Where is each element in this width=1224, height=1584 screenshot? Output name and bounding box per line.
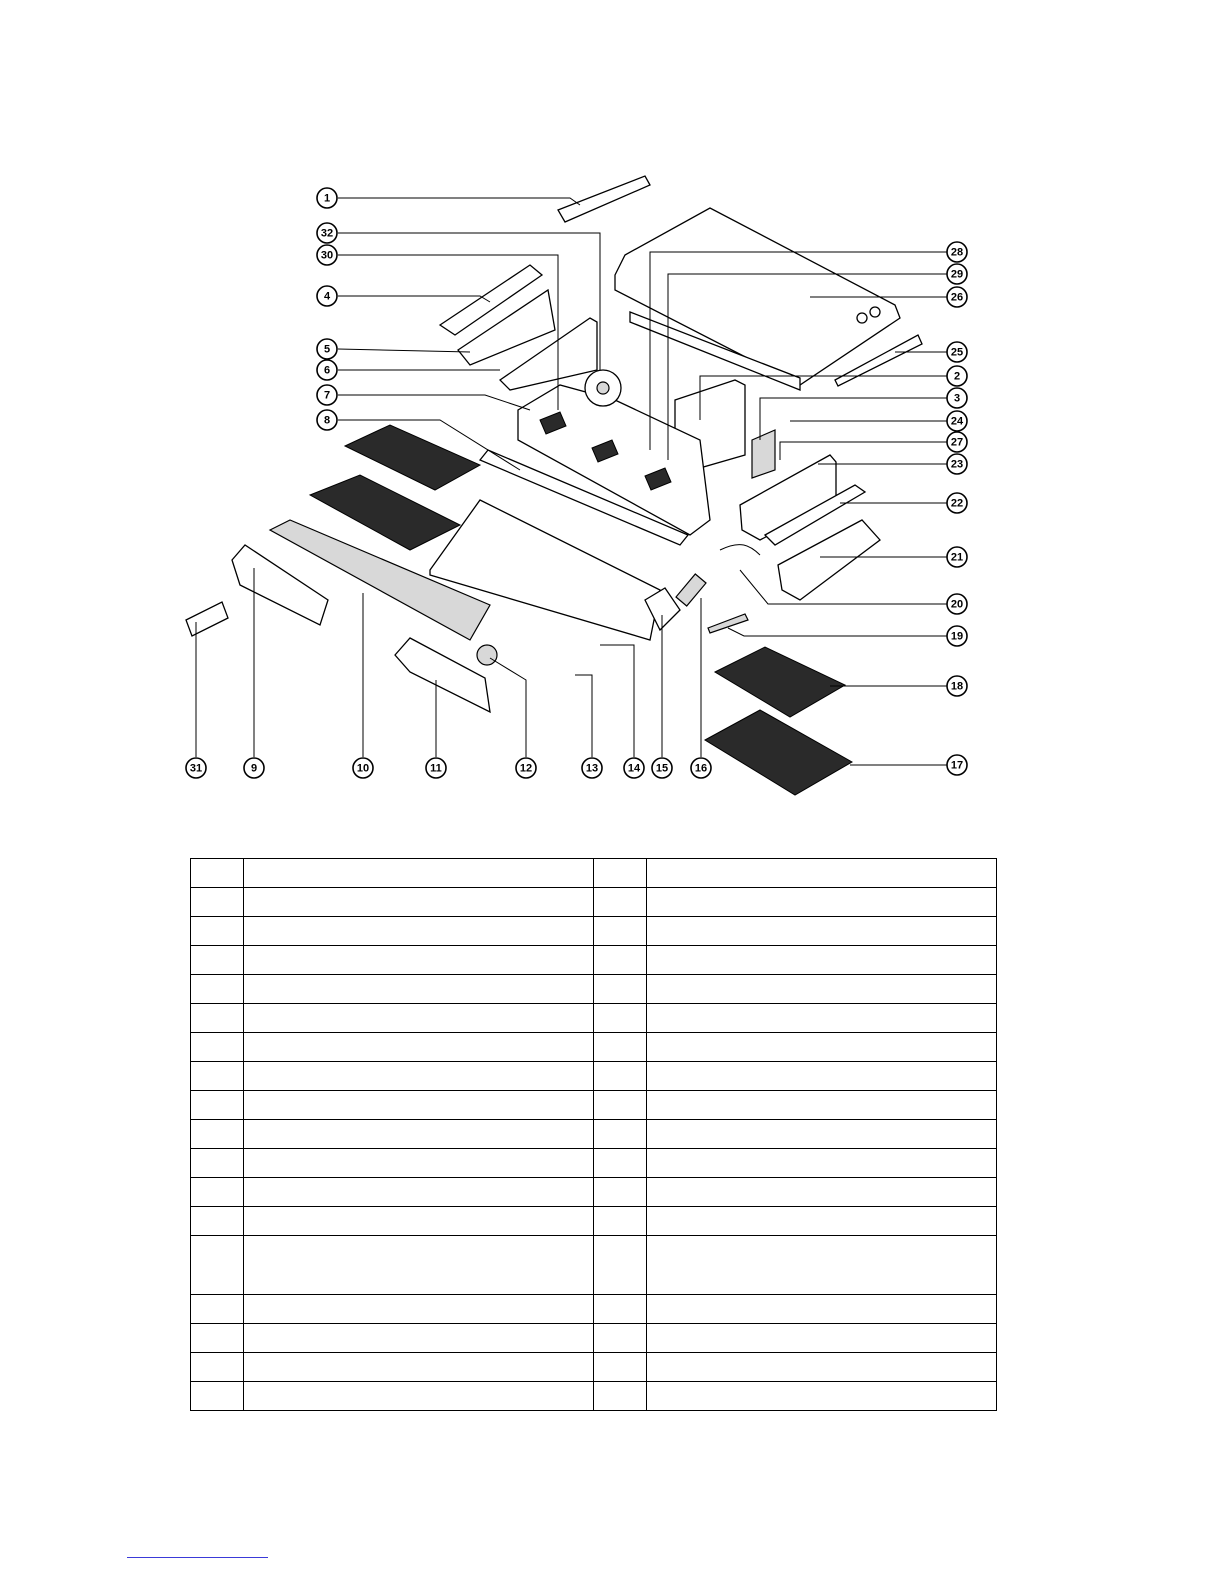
part-16-sensor [676, 574, 706, 606]
table-row [191, 1236, 997, 1295]
table-cell-no-a [191, 1236, 244, 1295]
callout-number: 32 [320, 227, 334, 240]
table-cell-no-b [594, 1178, 647, 1207]
callout-15 [652, 758, 672, 778]
table-cell-no-a [191, 1207, 244, 1236]
table-row [191, 1120, 997, 1149]
callout-9 [244, 758, 264, 778]
callout-number: 25 [950, 346, 964, 359]
callout-number: 5 [323, 343, 331, 356]
table-cell-no-b [594, 1062, 647, 1091]
table-cell-no-a [191, 1382, 244, 1411]
callout-number: 30 [320, 249, 334, 262]
table-cell-no-b [594, 1091, 647, 1120]
callout-number: 8 [323, 414, 331, 427]
part-11-bottom-cover [395, 638, 490, 712]
part-26-hole [870, 307, 880, 317]
table-cell-desc-a [244, 859, 594, 888]
callout-8 [317, 410, 337, 430]
table-cell-desc-a [244, 917, 594, 946]
callout-1 [317, 188, 337, 208]
part-19-strip [708, 614, 748, 633]
table-cell-desc-a [244, 1382, 594, 1411]
table-cell-no-b [594, 859, 647, 888]
callout-number: 21 [950, 551, 964, 564]
callout-number: 20 [950, 598, 964, 611]
table-cell-no-b [594, 946, 647, 975]
parts-list-table [190, 858, 997, 1411]
table-cell-no-b [594, 1207, 647, 1236]
callout-group [186, 188, 967, 778]
table-cell-no-a [191, 888, 244, 917]
callout-number: 16 [694, 762, 708, 775]
table-row [191, 1207, 997, 1236]
table-cell-desc-b [647, 975, 997, 1004]
callout-number: 18 [950, 680, 964, 693]
table-cell-desc-a [244, 1120, 594, 1149]
table-row [191, 917, 997, 946]
callout-25 [947, 342, 967, 362]
table-cell-desc-a [244, 1207, 594, 1236]
callout-number: 31 [189, 762, 203, 775]
callout-number: 2 [953, 370, 961, 383]
table-cell-desc-b [647, 1033, 997, 1062]
table-cell-desc-a [244, 1149, 594, 1178]
table-cell-desc-a [244, 975, 594, 1004]
callout-4 [317, 286, 337, 306]
table-row [191, 1149, 997, 1178]
table-cell-no-b [594, 1149, 647, 1178]
table-cell-no-a [191, 1062, 244, 1091]
callout-14 [624, 758, 644, 778]
table-cell-no-b [594, 1295, 647, 1324]
callout-number: 7 [323, 389, 331, 402]
table-row [191, 1178, 997, 1207]
callout-number: 15 [655, 762, 669, 775]
callout-31 [186, 758, 206, 778]
table-row [191, 859, 997, 888]
exploded-parts-diagram [160, 160, 1000, 830]
table-cell-desc-a [244, 1091, 594, 1120]
callout-number: 9 [250, 762, 258, 775]
table-row [191, 1295, 997, 1324]
callout-19 [947, 626, 967, 646]
callout-32 [317, 223, 337, 243]
table-cell-no-a [191, 975, 244, 1004]
table-cell-no-b [594, 888, 647, 917]
callout-number: 3 [953, 392, 961, 405]
callout-5 [317, 339, 337, 359]
table-cell-desc-b [647, 1091, 997, 1120]
callout-18 [947, 676, 967, 696]
table-row [191, 1324, 997, 1353]
part-12-fan-motor [477, 645, 497, 665]
table-cell-no-a [191, 859, 244, 888]
table-row [191, 888, 997, 917]
table-cell-desc-b [647, 1236, 997, 1295]
table-cell-desc-b [647, 888, 997, 917]
callout-21 [947, 547, 967, 567]
table-cell-no-a [191, 1004, 244, 1033]
table-cell-desc-b [647, 1382, 997, 1411]
callout-number: 27 [950, 436, 964, 449]
callout-number: 13 [585, 762, 599, 775]
table-cell-no-b [594, 1033, 647, 1062]
callout-27 [947, 432, 967, 452]
table-cell-desc-a [244, 1004, 594, 1033]
callout-26 [947, 287, 967, 307]
callout-24 [947, 411, 967, 431]
callout-number: 12 [519, 762, 533, 775]
table-cell-desc-b [647, 946, 997, 975]
part-31-remote [186, 602, 228, 636]
callout-number: 19 [950, 630, 964, 643]
table-cell-desc-b [647, 1324, 997, 1353]
table-cell-no-b [594, 1236, 647, 1295]
part-9-end-cover [232, 545, 328, 625]
table-cell-no-a [191, 1149, 244, 1178]
callout-number: 1 [323, 192, 331, 205]
table-cell-no-a [191, 1324, 244, 1353]
table-cell-desc-a [244, 1062, 594, 1091]
table-cell-no-a [191, 1178, 244, 1207]
callout-number: 29 [950, 268, 964, 281]
callout-7 [317, 385, 337, 405]
table-row [191, 1353, 997, 1382]
callout-22 [947, 493, 967, 513]
table-cell-desc-b [647, 1062, 997, 1091]
table-cell-desc-a [244, 1295, 594, 1324]
callout-28 [947, 242, 967, 262]
callout-number: 23 [950, 458, 964, 471]
table-cell-no-a [191, 1091, 244, 1120]
table-cell-desc-a [244, 888, 594, 917]
footer-link-rule [127, 1557, 268, 1558]
part-20-wire [720, 545, 760, 555]
table-row [191, 946, 997, 975]
callout-number: 17 [950, 759, 964, 772]
part-32-motor-shaft [597, 382, 609, 394]
table-cell-desc-b [647, 1207, 997, 1236]
table-cell-desc-b [647, 1004, 997, 1033]
table-cell-no-a [191, 946, 244, 975]
callout-23 [947, 454, 967, 474]
callout-number: 24 [950, 415, 964, 428]
table-row [191, 1004, 997, 1033]
callout-29 [947, 264, 967, 284]
part-18-filter [715, 647, 845, 717]
table-cell-desc-b [647, 1353, 997, 1382]
table-cell-no-a [191, 1295, 244, 1324]
part-27-control-board [752, 430, 775, 478]
table-row [191, 975, 997, 1004]
table-cell-desc-b [647, 917, 997, 946]
table-cell-no-b [594, 1004, 647, 1033]
table-cell-no-a [191, 1120, 244, 1149]
callout-17 [947, 755, 967, 775]
table-cell-no-b [594, 1353, 647, 1382]
callout-13 [582, 758, 602, 778]
table-cell-desc-a [244, 1353, 594, 1382]
table-row [191, 1382, 997, 1411]
callout-number: 4 [323, 290, 331, 303]
part-17-filter [705, 710, 852, 795]
callout-number: 28 [950, 246, 964, 259]
callout-12 [516, 758, 536, 778]
callout-2 [947, 366, 967, 386]
table-row [191, 1062, 997, 1091]
part-26-hole [857, 313, 867, 323]
table-cell-desc-a [244, 1178, 594, 1207]
table-cell-desc-a [244, 1324, 594, 1353]
callout-3 [947, 388, 967, 408]
table-row [191, 1033, 997, 1062]
callout-number: 22 [950, 497, 964, 510]
table-cell-desc-b [647, 1295, 997, 1324]
table-cell-no-b [594, 1382, 647, 1411]
table-cell-desc-b [647, 1178, 997, 1207]
callout-10 [353, 758, 373, 778]
callout-16 [691, 758, 711, 778]
callout-number: 10 [356, 762, 370, 775]
table-cell-no-b [594, 975, 647, 1004]
table-cell-desc-a [244, 946, 594, 975]
callout-6 [317, 360, 337, 380]
table-cell-no-b [594, 1120, 647, 1149]
table-cell-no-b [594, 917, 647, 946]
table-cell-no-a [191, 1033, 244, 1062]
callout-30 [317, 245, 337, 265]
callout-number: 11 [430, 762, 442, 775]
table-cell-no-a [191, 917, 244, 946]
callout-number: 14 [627, 762, 641, 775]
callout-20 [947, 594, 967, 614]
table-row [191, 1091, 997, 1120]
table-cell-desc-b [647, 859, 997, 888]
table-cell-desc-a [244, 1033, 594, 1062]
table-cell-desc-b [647, 1149, 997, 1178]
callout-number: 6 [323, 364, 331, 377]
table-cell-no-b [594, 1324, 647, 1353]
callout-11 [426, 758, 446, 778]
table-cell-desc-b [647, 1120, 997, 1149]
table-cell-no-a [191, 1353, 244, 1382]
callout-number: 26 [950, 291, 964, 304]
table-cell-desc-a [244, 1236, 594, 1295]
